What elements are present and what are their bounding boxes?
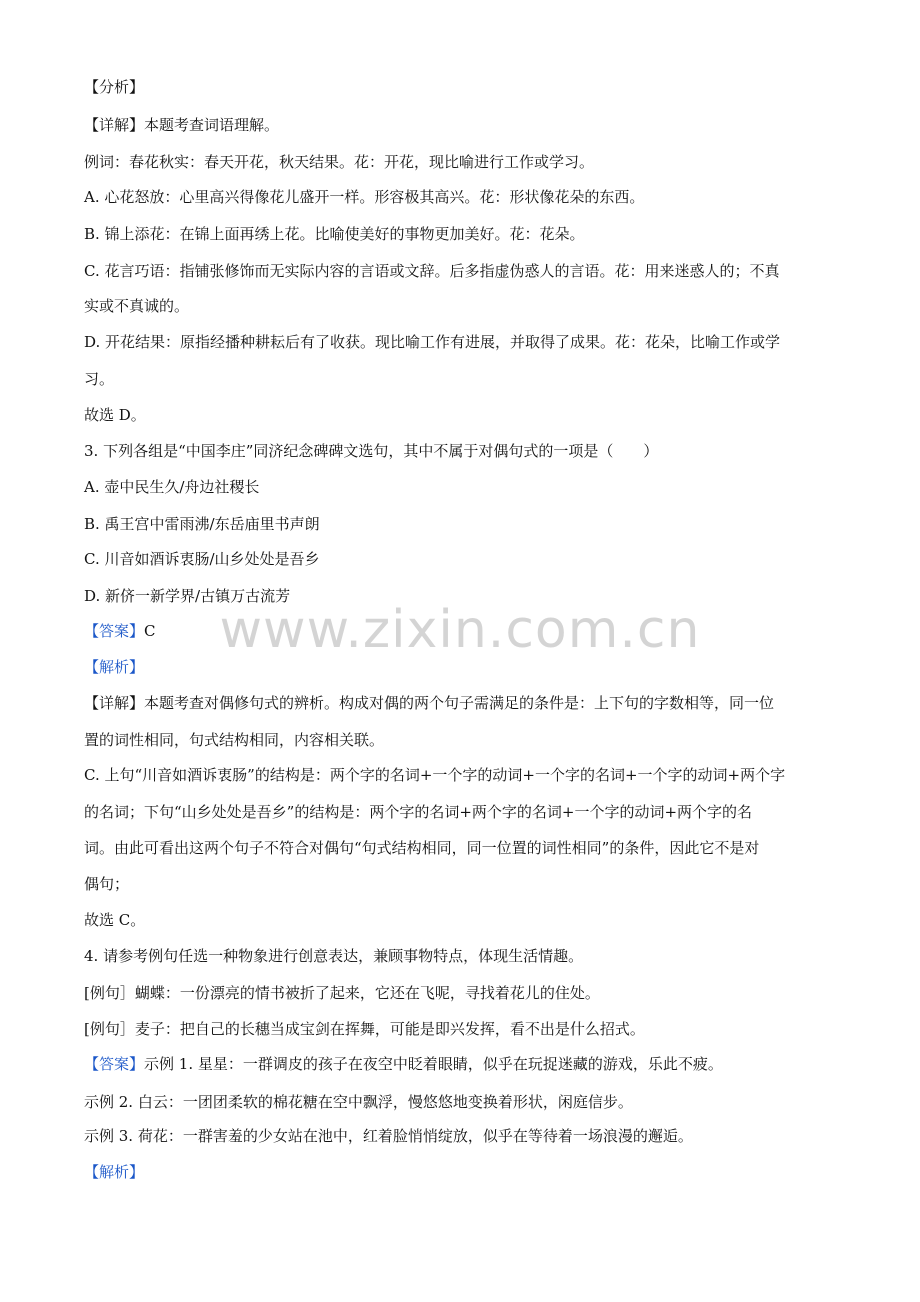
text-line [84, 405, 836, 425]
text-line [84, 838, 836, 858]
text-line [84, 369, 836, 389]
text-line [84, 1092, 836, 1112]
line-text: 故选 C。 [84, 911, 146, 929]
text-line [84, 983, 836, 1003]
text-line [84, 874, 836, 894]
line-text: C. 花言巧语：指铺张修饰而无实际内容的言语或文辞。后多指虚伪惑人的言语。花：用来迷惑人的；不真 [84, 262, 780, 280]
section-tag: 【答案】 [84, 1055, 145, 1073]
text-line [84, 187, 836, 207]
text-line [84, 477, 836, 497]
text-line [84, 115, 836, 135]
section-tag: 【解析】 [84, 1163, 145, 1181]
line-text: B. 锦上添花：在锦上面再绣上花。比喻使美好的事物更加美好。花：花朵。 [84, 225, 585, 243]
line-text: D. 开花结果：原指经播种耕耘后有了收获。现比喻工作有进展，并取得了成果。花：花朵，比喻工作或学 [84, 333, 781, 351]
line-text: [例句］蝴蝶：一份漂亮的情书被折了起来，它还在飞呢，寻找着花儿的住处。 [84, 984, 600, 1002]
line-text: [例句］麦子：把自己的长穗当成宝剑在挥舞，可能是即兴发挥，看不出是什么招式。 [84, 1020, 645, 1038]
line-text: 示例 2. 白云：一团团柔软的棉花糖在空中飘浮，慢悠悠地变换着形状，闲庭信步。 [84, 1093, 633, 1111]
line-text: 3. 下列各组是“中国李庄”同济纪念碑碑文选句，其中不属于对偶句式的一项是（ ） [84, 442, 659, 460]
text-line [84, 693, 836, 713]
text-line [84, 332, 836, 352]
line-text: 词。由此可看出这两个句子不符合对偶句“句式结构相同，同一位置的词性相同”的条件，因此它不是对 [84, 839, 760, 857]
line-text: C [144, 622, 156, 640]
text-line [84, 765, 836, 785]
text-line [84, 152, 836, 172]
line-text: 置的词性相同，句式结构相同，内容相关联。 [84, 731, 385, 749]
text-line [84, 1054, 836, 1074]
text-line [84, 802, 836, 822]
text-line [84, 621, 836, 641]
section-tag: 【答案】 [84, 622, 145, 640]
line-text: 的名词；下句“山乡处处是吾乡”的结构是：两个字的名词+两个字的名词+一个字的动词+两个字的名 [84, 803, 753, 821]
text-line [84, 514, 836, 534]
text-line [84, 261, 836, 281]
line-text: 偶句； [84, 875, 130, 893]
section-tag: 【解析】 [84, 658, 145, 676]
text-line [84, 910, 836, 930]
line-text: B. 禹王宫中雷雨沸/东岳庙里书声朗 [84, 515, 320, 533]
text-line [84, 730, 836, 750]
line-text: 实或不真诚的。 [84, 297, 190, 315]
line-text: 示例 1. 星星：一群调皮的孩子在夜空中眨着眼睛，似乎在玩捉迷藏的游戏，乐此不疲。 [144, 1055, 723, 1073]
text-line [84, 296, 836, 316]
text-line [84, 946, 836, 966]
line-text: 例词：春花秋实：春天开花，秋天结果。花：开花，现比喻进行工作或学习。 [84, 153, 595, 171]
line-text: C. 川音如酒诉衷肠/山乡处处是吾乡 [84, 550, 320, 568]
line-text: C. 上句“川音如酒诉衷肠”的结构是：两个字的名词+一个字的动词+一个字的名词+一个字的动词+两个字 [84, 766, 786, 784]
text-line [84, 1019, 836, 1039]
section-tag: 【详解】 [84, 116, 145, 134]
watermark: www.zixin.com.cn [219, 600, 701, 660]
text-line [84, 224, 836, 244]
line-text: D. 新侪一新学界/古镇万古流芳 [84, 587, 291, 605]
line-text: 4. 请参考例句任选一种物象进行创意表达，兼顾事物特点，体现生活情趣。 [84, 947, 584, 965]
text-line [84, 657, 836, 677]
text-line [84, 77, 836, 97]
line-text: 习。 [84, 370, 115, 388]
text-line [84, 441, 836, 461]
line-text: 本题考查词语理解。 [144, 116, 280, 134]
section-tag: 【分析】 [84, 78, 145, 96]
text-line [84, 1126, 836, 1146]
line-text: 故选 D。 [84, 406, 146, 424]
line-text: A. 壶中民生久/舟边社稷长 [84, 478, 260, 496]
line-text: 本题考查对偶修句式的辨析。构成对偶的两个句子需满足的条件是：上下句的字数相等，同一位 [144, 694, 775, 712]
text-line [84, 549, 836, 569]
line-text: A. 心花怒放：心里高兴得像花儿盛开一样。形容极其高兴。花：形状像花朵的东西。 [84, 188, 645, 206]
text-line [84, 1162, 836, 1182]
section-tag: 【详解】 [84, 694, 145, 712]
line-text: 示例 3. 荷花：一群害羞的少女站在池中，红着脸悄悄绽放，似乎在等待着一场浪漫的邂逅。 [84, 1127, 693, 1145]
text-line [84, 586, 836, 606]
